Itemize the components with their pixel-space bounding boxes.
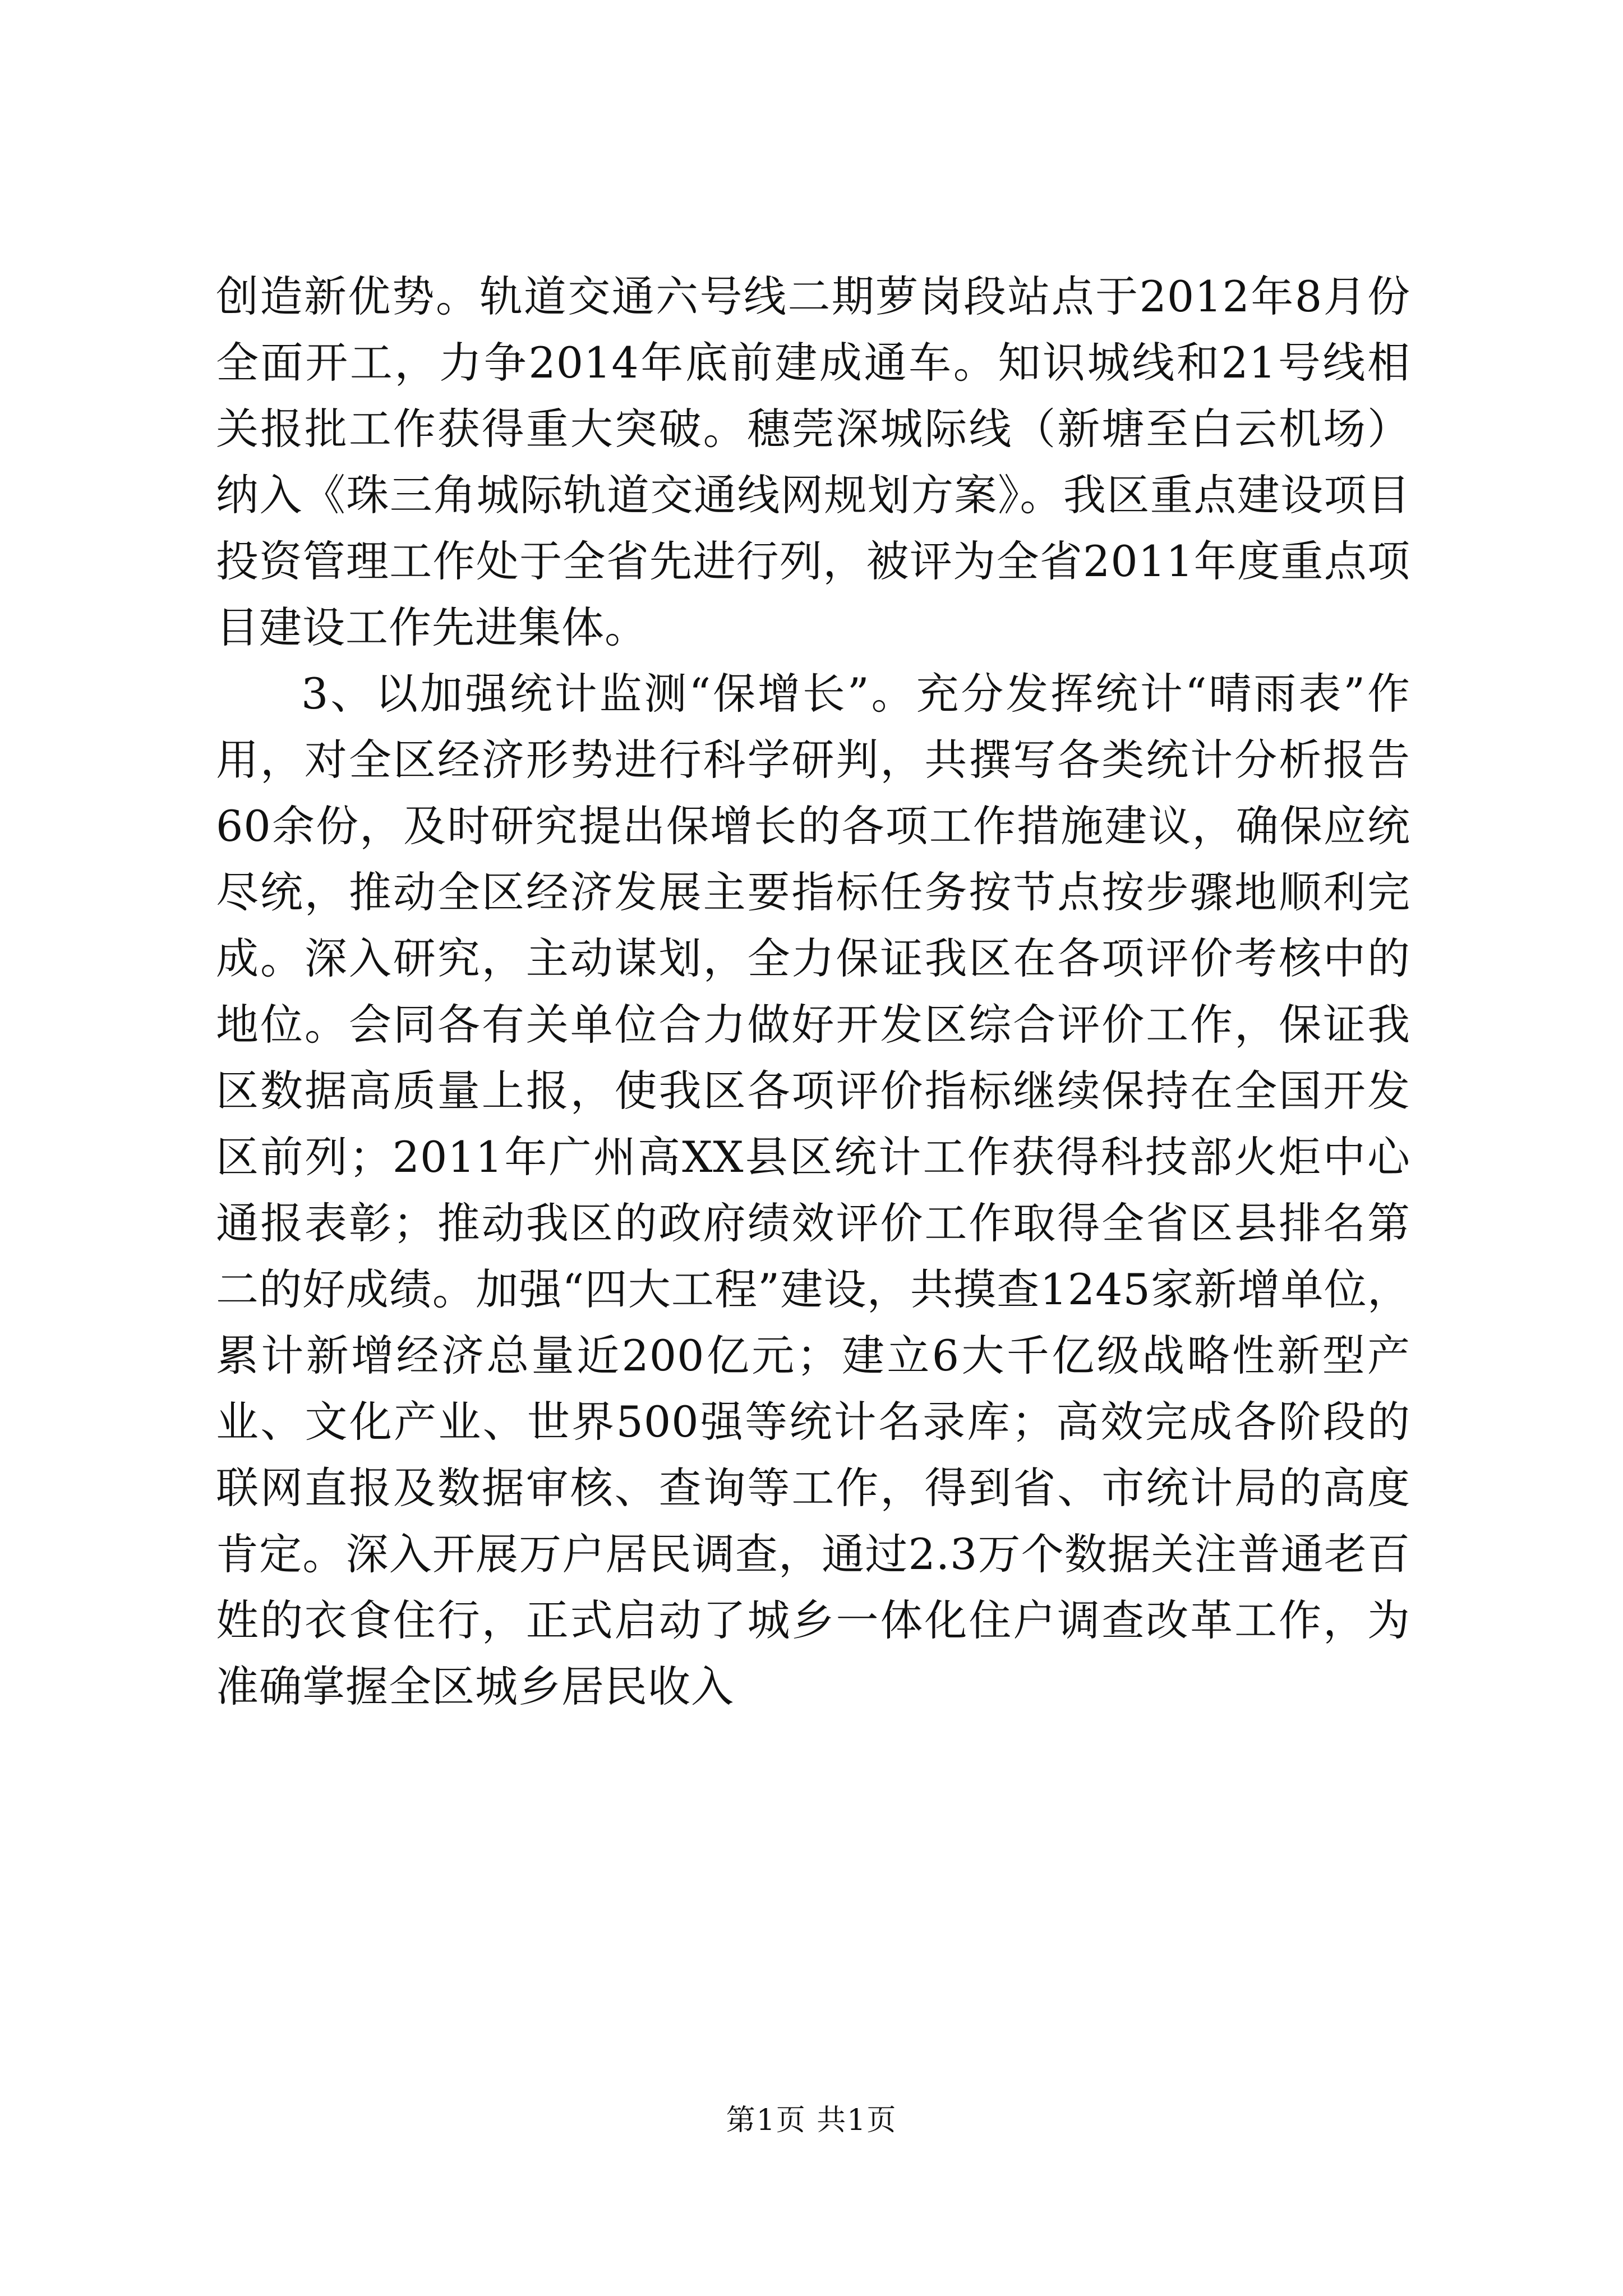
page-footer: 第1页 共1页	[726, 2104, 897, 2137]
document-body	[216, 264, 1410, 1720]
paragraph-1: 创造新优势。轨道交通六号线二期萝岗段站点于2012年8月份全面开工，力争2014年底前建成通车。知识城线和21号线相关报批工作获得重大突破。穗莞深城际线（新塘至白云机场）纳入《珠三角城际轨道交通线网规划方案》。我区重点建设项目投资管理工作处于全省先进行列，被评为全省2011年度重点项目建设工作先进集体。	[216, 272, 1410, 652]
paragraph-2: 3、以加强统计监测“保增长”。充分发挥统计“晴雨表”作用，对全区经济形势进行科学研判，共撰写各类统计分析报告60余份，及时研究提出保增长的各项工作措施建议，确保应统尽统，推动全区经济发展主要指标任务按节点按步骤地顺利完成。深入研究，主动谋划，全力保证我区在各项评价考核中的地位。会同各有关单位合力做好开发区综合评价工作，保证我区数据高质量上报，使我区各项评价指标继续保持在全国开发区前列；2011年广州高XX县区统计工作获得科技部火炬中心通报表彰；推动我区的政府绩效评价工作取得全省区县排名第二的好成绩。加强“四大工程”建设，共摸查1245家新增单位，累计新增经济总量近200亿元；建立6大千亿级战略性新型产业、文化产业、世界500强等统计名录库；高效完成各阶段的联网直报及数据审核、查询等工作，得到省、市统计局的高度肯定。深入开展万户居民调查，通过2.3万个数据关注普通老百姓的衣食住行，正式启动了城乡一体化住户调查改革工作，为准确掌握全区城乡居民收入	[216, 669, 1410, 1711]
